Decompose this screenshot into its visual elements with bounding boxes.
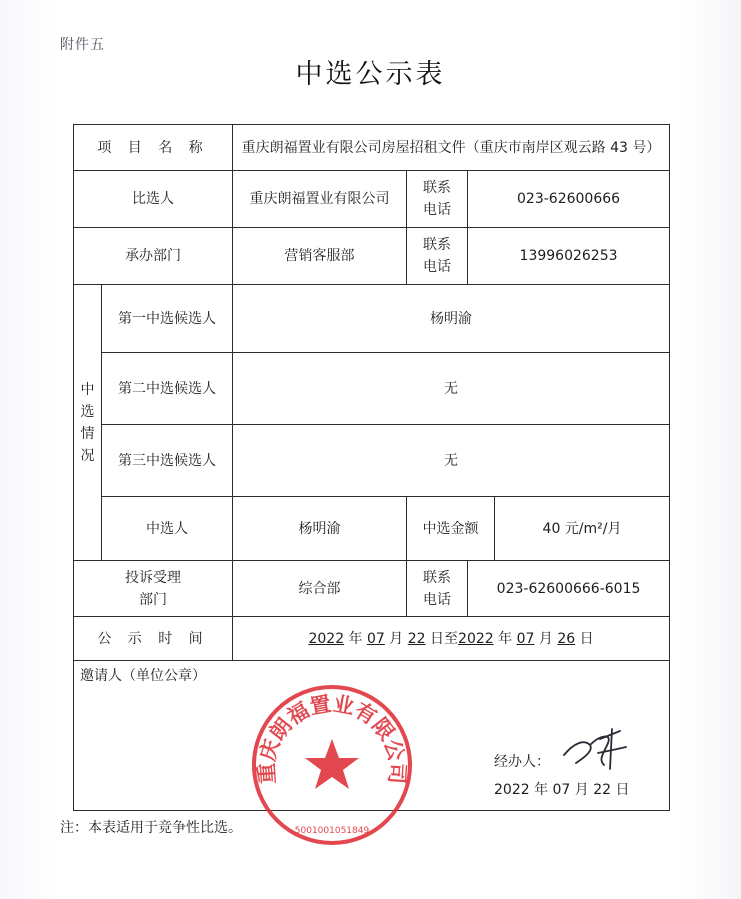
first-candidate-label: 第一中选候选人 [102, 285, 233, 353]
notice-period-label: 公 示 时 间 [74, 617, 233, 661]
department-label: 承办部门 [74, 228, 233, 285]
notice-period-row [74, 617, 670, 661]
start-day: 22 [407, 630, 426, 647]
complaint-contact-label [407, 561, 468, 617]
selector-row [74, 171, 670, 228]
month-char: 月 [534, 630, 558, 647]
department-row [74, 228, 670, 285]
day-char: 日 [425, 630, 445, 647]
attachment-label: 附件五 [60, 37, 105, 53]
signature-stroke [564, 729, 626, 769]
second-candidate-value: 无 [233, 353, 670, 425]
third-candidate-row [74, 425, 670, 497]
second-candidate-row [74, 353, 670, 425]
contact-label-line2: 电话 [423, 259, 452, 275]
seal-serial: 5001001051849 [294, 826, 370, 836]
group-char: 选 [80, 403, 95, 420]
complaint-label-line1: 投诉受理 [125, 569, 181, 586]
winner-row [74, 497, 670, 561]
project-label: 项 目 名 称 [74, 125, 233, 171]
department-phone: 13996026253 [468, 228, 670, 285]
invite-label: 邀请人（单位公章） [80, 668, 206, 684]
contact-label-line1: 联系 [423, 569, 452, 586]
day-char: 日 [575, 630, 594, 647]
year-char: 年 [493, 630, 517, 647]
department-contact-label [407, 228, 468, 285]
to-text: 至 [444, 630, 459, 647]
group-char: 况 [80, 447, 95, 464]
handler-label: 经办人： [494, 754, 550, 770]
complaint-phone: 023-62600666-6015 [468, 561, 670, 617]
third-candidate-value: 无 [233, 425, 670, 497]
company-seal-stamp [250, 683, 414, 847]
amount-label: 中选金额 [407, 497, 495, 561]
contact-label-line2: 电话 [423, 591, 452, 608]
sign-date: 2022 年 07 月 22 日 [494, 782, 630, 798]
first-candidate-value: 杨明渝 [233, 285, 670, 353]
second-candidate-label: 第二中选候选人 [102, 353, 233, 425]
selector-label: 比选人 [74, 171, 233, 228]
first-candidate-row [74, 285, 670, 353]
amount-value: 40 元/m²/月 [495, 497, 670, 561]
contact-label-line1: 联系 [423, 180, 452, 196]
complaint-label [74, 561, 233, 617]
complaint-row [74, 561, 670, 617]
year-char: 年 [344, 630, 368, 647]
selector-contact-label [407, 171, 468, 228]
project-value: 重庆朗福置业有限公司房屋招租文件（重庆市南岸区观云路 43 号） [233, 125, 670, 171]
seal-company-text: 重庆朗福置业有限公司 [253, 690, 411, 785]
contact-label-line1: 联系 [423, 237, 452, 253]
month-char: 月 [384, 630, 408, 647]
page-title: 中选公示表 [295, 59, 446, 90]
notice-period-value [233, 617, 670, 661]
handwritten-signature [560, 725, 630, 777]
end-year: 2022 [458, 630, 494, 647]
department-value: 营销客服部 [233, 228, 407, 285]
complaint-label-line2: 部门 [139, 591, 167, 608]
winner-value: 杨明渝 [233, 497, 407, 561]
complaint-value: 综合部 [233, 561, 407, 617]
star-icon [305, 739, 359, 789]
footnote: 注：本表适用于竞争性比选。 [60, 820, 242, 836]
group-char: 中 [80, 381, 95, 398]
project-row [74, 125, 670, 171]
winner-label: 中选人 [102, 497, 233, 561]
selection-group-label [74, 285, 102, 561]
end-day: 26 [557, 630, 576, 647]
selector-value: 重庆朗福置业有限公司 [233, 171, 407, 228]
start-year: 2022 [308, 630, 345, 647]
start-month: 07 [367, 630, 385, 647]
contact-label-line2: 电话 [423, 202, 452, 218]
selector-phone: 023-62600666 [468, 171, 670, 228]
group-char: 情 [80, 425, 95, 442]
end-month: 07 [516, 630, 535, 647]
third-candidate-label: 第三中选候选人 [102, 425, 233, 497]
